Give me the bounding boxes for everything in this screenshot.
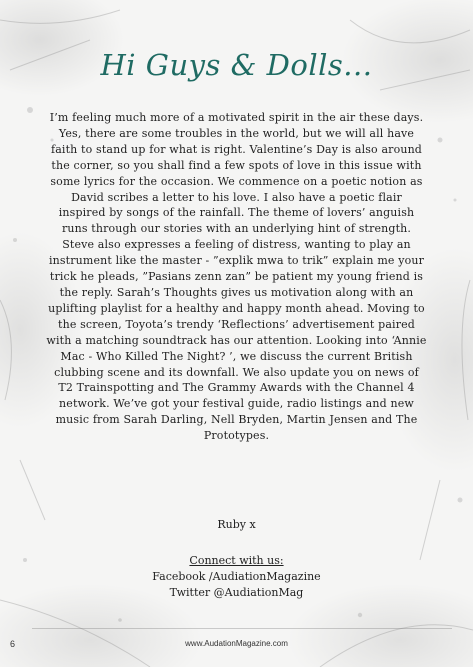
connect-heading: Connect with us: bbox=[189, 554, 284, 567]
twitter-handle: Twitter @AudiationMag bbox=[169, 586, 304, 599]
connect-section bbox=[0, 553, 473, 601]
footer-divider bbox=[32, 628, 452, 629]
page-number: 6 bbox=[10, 639, 16, 649]
signoff: Ruby x bbox=[217, 518, 256, 531]
website-link[interactable]: www.AudationMagazine.com bbox=[185, 639, 288, 648]
page-title: Hi Guys & Dolls... bbox=[100, 48, 373, 82]
editorial-body: I’m feeling much more of a motivated spirit in the air these days. Yes, there are some troubles in the world, but we will all have faith to stand up for what is right. Valentine’s Day is also around the corner, so you shall find a few spots of love in this issue with some lyrics for the occasion. We commence on a poetic notion as David scribes a letter to his love. I also have a poetic flair inspired by songs of the rainfall. The theme of lovers’ anguish runs through our stories with an underlying hint of strength. Steve also expresses a feeling of distress, wanting to play an instrument like the master - ”explik mwa to trik” explain me your trick he pleads, ”Pasians zenn zan” be patient my young friend is the reply. Sarah’s Thoughts gives us motivation along with an uplifting playlist for a healthy and happy month ahead. Moving to the screen, Toyota’s trendy ‘Reflections’ advertisement paired with a matching soundtrack has our attention. Looking into ‘Annie Mac - Who Killed The Night? ’, we discuss the current British clubbing scene and its downfall. We also update you on news of T2 Trainspotting and The Grammy Awards with the Channel 4 network. We’ve got your festival guide, radio listings and new music from Sarah Darling, Nell Bryden, Martin Jensen and The Prototypes. bbox=[46, 111, 427, 443]
facebook-handle: Facebook /AudiationMagazine bbox=[152, 570, 321, 583]
